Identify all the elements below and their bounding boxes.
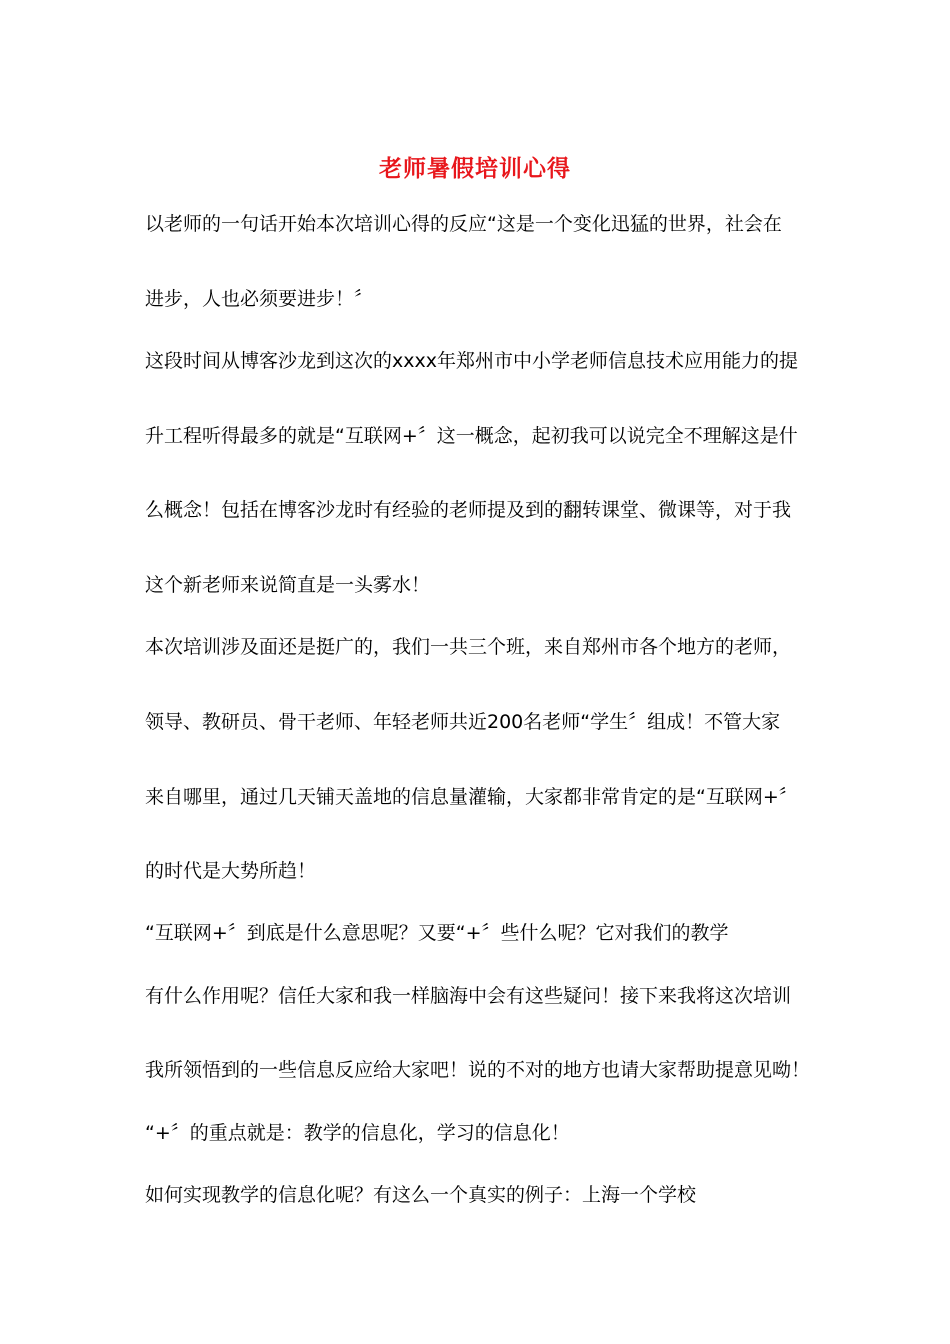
body-line-12: 有什么作用呢？信任大家和我一样脑海中会有这些疑问！接下来我将这次培训 (145, 985, 792, 1007)
body-line-4: 升工程听得最多的就是“互联网+〞这一概念，起初我可以说完全不理解这是什 (145, 425, 798, 447)
body-line-6: 这个新老师来说简直是一头雾水！ (145, 574, 431, 596)
body-line-3: 这段时间从博客沙龙到这次的xxxx年郑州市中小学老师信息技术应用能力的提 (145, 350, 798, 372)
body-line-14: “+〞的重点就是：教学的信息化，学习的信息化！ (145, 1122, 570, 1144)
body-line-10: 的时代是大势所趋！ (145, 860, 317, 882)
body-line-13: 我所领悟到的一些信息反应给大家吧！说的不对的地方也请大家帮助提意见呦！ (145, 1059, 811, 1081)
body-line-9: 来自哪里，通过几天铺天盖地的信息量灌输，大家都非常肯定的是“互联网+〞 (145, 786, 798, 808)
document-title: 老师暑假培训心得 (379, 156, 571, 182)
body-line-15: 如何实现教学的信息化呢？有这么一个真实的例子：上海一个学校 (145, 1184, 697, 1206)
body-line-5: 么概念！包括在博客沙龙时有经验的老师提及到的翻转课堂、微课等，对于我 (145, 499, 792, 521)
body-line-8: 领导、教研员、骨干老师、年轻老师共近200名老师“学生〞组成！不管大家 (145, 711, 781, 733)
body-line-11: “互联网+〞到底是什么意思呢？又要“+〞些什么呢？它对我们的教学 (145, 922, 729, 944)
body-line-2: 进步，人也必须要进步！〞 (145, 288, 374, 310)
body-line-1: 以老师的一句话开始本次培训心得的反应“这是一个变化迅猛的世界，社会在 (145, 213, 782, 235)
body-line-7: 本次培训涉及面还是挺广的，我们一共三个班，来自郑州市各个地方的老师， (145, 636, 792, 658)
